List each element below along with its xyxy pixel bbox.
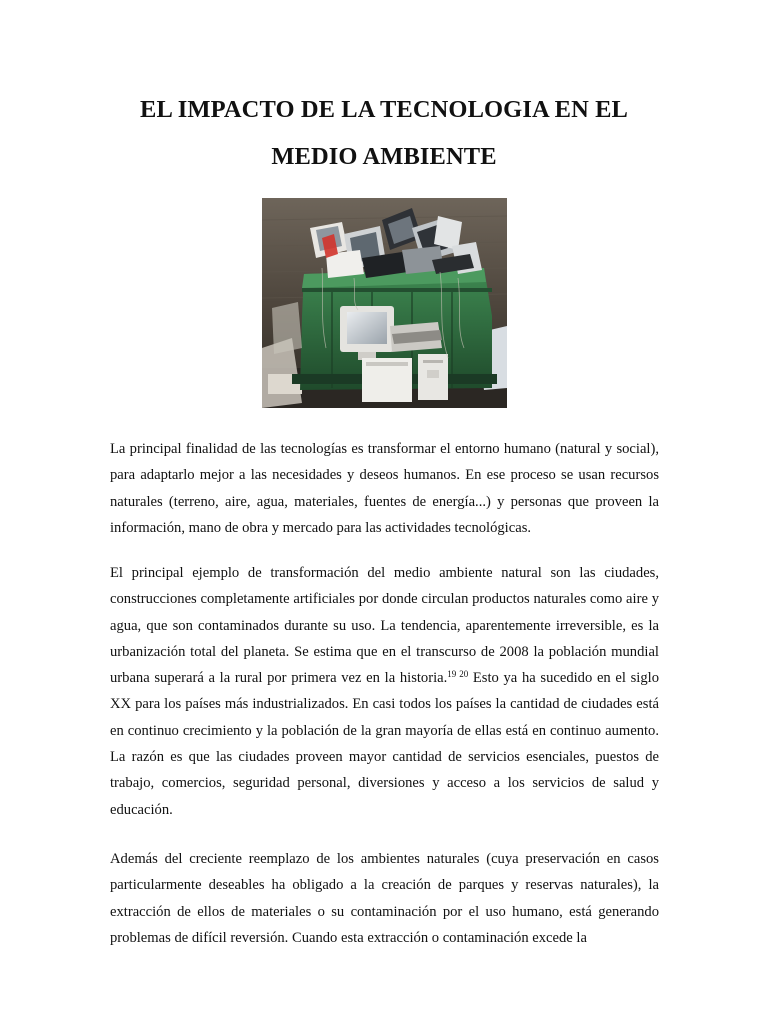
footnote-ref-20: 20	[459, 669, 469, 680]
footnote-ref-19: 19	[447, 669, 457, 680]
paragraph-1: La principal finalidad de las tecnologías es transformar el entorno humano (natural y social), para adaptarlo mejor a las necesidades y deseos humanos. En ese proceso se usan recursos naturales (terreno, aire, agua, materiales, fuentes de energía...) y personas que proveen la información, mano de obra y mercado para las actividades tecnológicas.	[110, 441, 659, 536]
title-line-1: EL IMPACTO DE LA TECNOLOGIA EN EL	[140, 96, 628, 123]
paragraph-3: Además del creciente reemplazo de los ambientes naturales (cuya preservación en casos particularmente deseables ha obligado a la creación de parques y reservas naturales), la extracción de ellos de materiales o su contaminación por el uso humano, está generando problemas de difícil reversión. Cuando esta extracción o contaminación excede la	[110, 851, 659, 946]
document-title	[96, 86, 672, 180]
paragraph-2	[110, 560, 659, 823]
paragraph-2-text-b: Esto ya ha sucedido en el siglo XX para los países más industrializados. En casi todos los países la cantidad de ciudades está en continuo crecimiento y la población de la gran mayoría de ellas está en continuo aumento. La razón es que las ciudades proveen mayor cantidad de servicios esenciales, puestos de trabajo, comercios, seguridad personal, diversiones y acceso a los servicios de salud y educación.	[110, 670, 660, 818]
e-waste-dumpster-photo	[262, 198, 507, 408]
title-line-2: MEDIO AMBIENTE	[271, 143, 497, 170]
paragraph-2-text-a: El principal ejemplo de transformación del medio ambiente natural son las ciudades, construcciones completamente artificiales por donde circulan productos naturales como aire y agua, que son contaminados durante su uso. La tendencia, aparentemente irreversible, es la urbanización total del planeta. Se estima que en el transcurso de 2008 la población mundial urbana superará a la rural por primera vez en la historia.	[110, 565, 659, 687]
